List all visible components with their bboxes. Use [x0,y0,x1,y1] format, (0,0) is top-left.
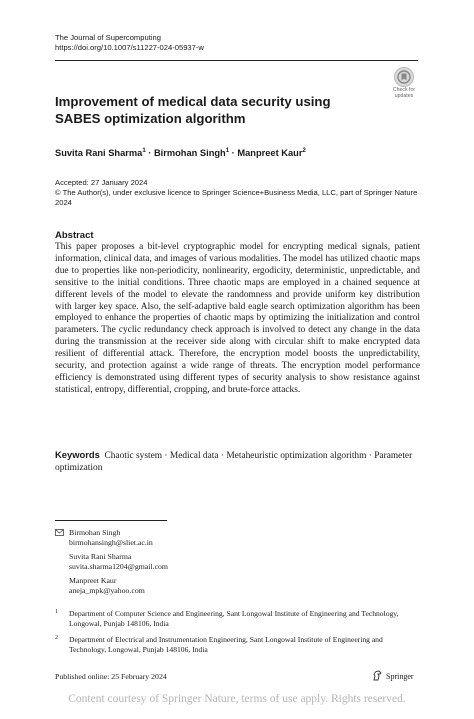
contact-email[interactable]: aneja_mpk@yahoo.com [69,586,145,595]
contact-email[interactable]: birmohansingh@sliet.ac.in [69,538,153,547]
paper-title: Improvement of medical data security using SABES optimization algorithm [55,94,331,126]
copyright-notice: © The Author(s), under exclusive licence to Springer Science+Business Media, LLC, part of Springer Nature 2024 [55,188,418,207]
keywords-section [55,449,420,475]
published-date: Published online: 25 February 2024 [55,672,167,681]
check-for-updates-badge[interactable] [390,67,418,101]
accepted-date: Accepted: 27 January 2024 [55,178,148,187]
affiliation-entry [55,635,420,655]
author-name[interactable]: Manpreet Kaur [237,148,303,159]
contact-entry [55,552,355,572]
author-list [55,148,306,158]
affiliation-entry [55,609,420,629]
doi-link[interactable]: https://doi.org/10.1007/s11227-024-05937-w [55,43,204,52]
author-affil-ref: 2 [302,148,306,154]
check-updates-label-2: updates [394,93,414,99]
contact-entry [55,528,355,548]
contact-name: Birmohan Singh [69,528,121,537]
publisher-name: Springer [386,672,414,681]
author-affil-ref: 1 [142,148,146,154]
author-name[interactable]: Birmohan Singh [153,148,226,159]
affiliation-text: Department of Computer Science and Engineering, Sant Longowal Institute of Engineering and Technology, Longowal, Punjab 148106, India [69,609,399,628]
author-name[interactable]: Suvita Rani Sharma [55,148,143,159]
journal-name: The Journal of Supercomputing [55,33,161,42]
author-separator: · [229,148,238,159]
header-rule [55,60,418,61]
affiliation-number: 2 [55,635,58,641]
keywords-text: Chaotic system · Medical data · Metaheuristic optimization algorithm · Parameter optimization [55,451,413,473]
abstract-text: This paper proposes a bit-level cryptographic model for encrypting medical signals, patient information, clinical data, and images of various modalities. The model has utilized chaotic maps due to properties like non-periodicity, nonlinearity, ergodicity, deterministic, unpredictable, and sensitive to the initial conditions. Three chaotic maps are employed in a chained sequence at different levels of the model to elevate the randomness and provide uniform key distribution with larger key space. Also, the self-adaptive bald eagle search optimization algorithm has been employed to enhance the properties of chaotic maps by optimizing the initialization and control parameters. The cyclic redundancy check approach is involved to detect any change in the data during the transmission at the receiver side along with circular shift to make encrypted data resilient of differential attack. Therefore, the encryption model boosts the unpredictability, security, and protection against a wide range of threats. The encryption model performance efficiency is demonstrated using different types of security analysis to show resistance against statistical, entropy, differential, cropping, and brute-force attacks. [55,242,420,395]
abstract-heading: Abstract [55,230,94,241]
author-contacts [55,528,355,600]
contact-entry [55,576,355,596]
bookmark-circle-icon [394,67,414,87]
journal-header [55,33,204,53]
author-affil-ref: 1 [225,148,230,154]
contact-email[interactable]: suvita.sharma1204@gmail.com [69,562,168,571]
affiliations [55,609,420,661]
check-updates-label-1: Check for [392,87,416,93]
keywords-label: Keywords [55,449,100,460]
publisher-logo[interactable] [372,670,414,683]
footnote-rule [55,520,167,521]
article-meta [55,178,435,208]
courtesy-watermark: Content courtesy of Springer Nature, terms of use apply. Rights reserved. [68,693,406,705]
affiliation-number: 1 [55,609,58,615]
envelope-icon [55,529,64,539]
contact-name: Suvita Rani Sharma [69,552,132,561]
affiliation-text: Department of Electrical and Instrumentation Engineering, Sant Longowal Institute of Engineering and Technology, Longowal, Punjab 148106, India [69,635,383,654]
springer-horse-icon [372,670,383,683]
contact-name: Manpreet Kaur [69,576,117,585]
author-separator: · [145,148,154,159]
